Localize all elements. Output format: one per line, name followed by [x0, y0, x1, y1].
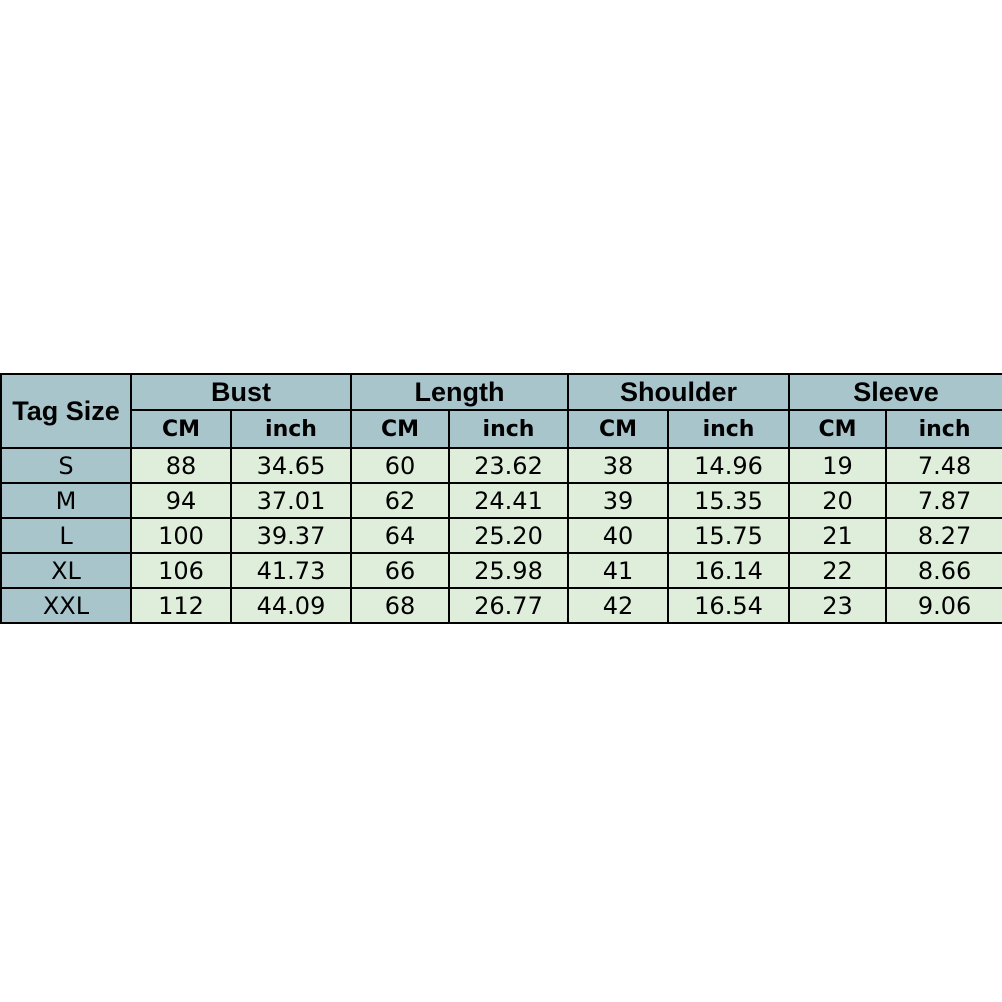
cell-s-bust-cm: 88 [131, 448, 231, 483]
size-label-s: S [1, 448, 131, 483]
size-label-m: M [1, 483, 131, 518]
group-header-length: Length [351, 374, 568, 410]
group-header-shoulder: Shoulder [568, 374, 789, 410]
size-label-l: L [1, 518, 131, 553]
cell-xxl-bust-cm: 112 [131, 588, 231, 623]
cell-xl-bust-inch: 41.73 [231, 553, 351, 588]
unit-header-bust-cm: CM [131, 410, 231, 448]
table-row-m [1, 483, 1002, 518]
cell-s-length-cm: 60 [351, 448, 449, 483]
group-header-row [1, 374, 1002, 410]
group-header-sleeve: Sleeve [789, 374, 1002, 410]
cell-xxl-sleeve-inch: 9.06 [886, 588, 1002, 623]
group-header-bust: Bust [131, 374, 351, 410]
cell-m-bust-cm: 94 [131, 483, 231, 518]
cell-xl-length-cm: 66 [351, 553, 449, 588]
cell-s-length-inch: 23.62 [449, 448, 568, 483]
unit-header-sleeve-cm: CM [789, 410, 886, 448]
cell-m-sleeve-cm: 20 [789, 483, 886, 518]
table-row-l [1, 518, 1002, 553]
cell-xxl-shoulder-inch: 16.54 [668, 588, 789, 623]
size-label-xxl: XXL [1, 588, 131, 623]
cell-s-shoulder-inch: 14.96 [668, 448, 789, 483]
cell-l-bust-cm: 100 [131, 518, 231, 553]
cell-m-length-cm: 62 [351, 483, 449, 518]
unit-header-shoulder-cm: CM [568, 410, 668, 448]
cell-m-shoulder-cm: 39 [568, 483, 668, 518]
unit-header-length-cm: CM [351, 410, 449, 448]
cell-xxl-sleeve-cm: 23 [789, 588, 886, 623]
unit-header-row [1, 410, 1002, 448]
cell-xl-sleeve-cm: 22 [789, 553, 886, 588]
cell-l-bust-inch: 39.37 [231, 518, 351, 553]
table-row-xl [1, 553, 1002, 588]
tag-size-header-cell: Tag Size [1, 374, 131, 448]
unit-header-sleeve-inch: inch [886, 410, 1002, 448]
cell-m-shoulder-inch: 15.35 [668, 483, 789, 518]
cell-xl-sleeve-inch: 8.66 [886, 553, 1002, 588]
cell-xxl-length-inch: 26.77 [449, 588, 568, 623]
cell-xl-length-inch: 25.98 [449, 553, 568, 588]
cell-s-shoulder-cm: 38 [568, 448, 668, 483]
cell-xxl-shoulder-cm: 42 [568, 588, 668, 623]
cell-m-sleeve-inch: 7.87 [886, 483, 1002, 518]
size-chart-table [0, 373, 1002, 624]
cell-s-sleeve-inch: 7.48 [886, 448, 1002, 483]
cell-xl-shoulder-cm: 41 [568, 553, 668, 588]
cell-l-shoulder-cm: 40 [568, 518, 668, 553]
cell-l-sleeve-inch: 8.27 [886, 518, 1002, 553]
cell-xxl-bust-inch: 44.09 [231, 588, 351, 623]
table-row-xxl [1, 588, 1002, 623]
cell-s-sleeve-cm: 19 [789, 448, 886, 483]
cell-xxl-length-cm: 68 [351, 588, 449, 623]
unit-header-shoulder-inch: inch [668, 410, 789, 448]
table-row-s [1, 448, 1002, 483]
unit-header-length-inch: inch [449, 410, 568, 448]
cell-l-sleeve-cm: 21 [789, 518, 886, 553]
size-label-xl: XL [1, 553, 131, 588]
unit-header-bust-inch: inch [231, 410, 351, 448]
cell-m-length-inch: 24.41 [449, 483, 568, 518]
cell-xl-bust-cm: 106 [131, 553, 231, 588]
cell-m-bust-inch: 37.01 [231, 483, 351, 518]
cell-l-length-inch: 25.20 [449, 518, 568, 553]
cell-l-length-cm: 64 [351, 518, 449, 553]
cell-l-shoulder-inch: 15.75 [668, 518, 789, 553]
cell-xl-shoulder-inch: 16.14 [668, 553, 789, 588]
cell-s-bust-inch: 34.65 [231, 448, 351, 483]
